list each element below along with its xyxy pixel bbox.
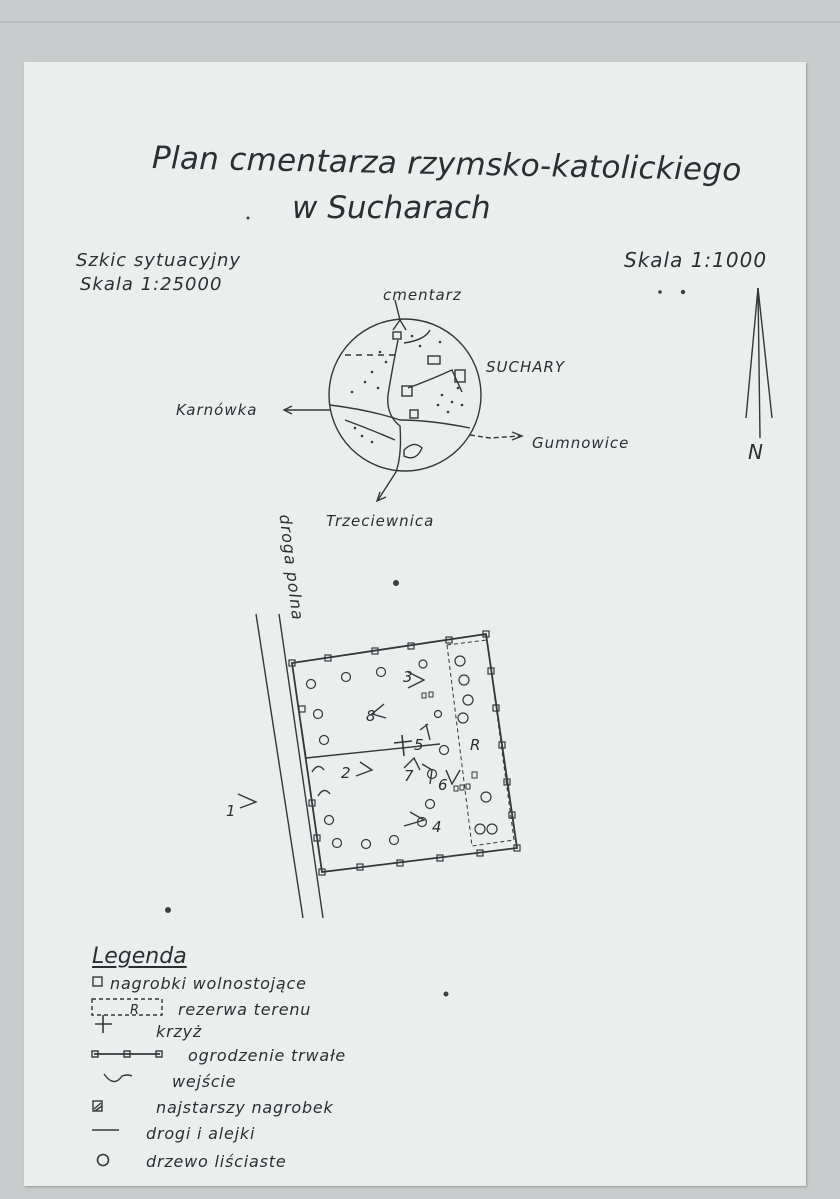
sketch-main-road — [330, 405, 470, 428]
reserve-mark: R — [470, 736, 482, 754]
plot-cross — [394, 735, 412, 756]
plan-number-6: 6 — [438, 776, 449, 794]
north-letter: N — [748, 440, 763, 464]
plan-number-7: 7 — [404, 767, 415, 785]
plan-number-4: 4 — [432, 818, 443, 836]
arrow-east — [470, 435, 520, 438]
legend-fence-symbol — [92, 1051, 162, 1057]
sketch-road-north — [404, 330, 430, 343]
legend-reserve-letter: R — [130, 1003, 140, 1018]
sketch-cemetery-square — [393, 332, 401, 339]
label-cemetery: cmentarz — [383, 286, 462, 304]
legend-hatched-square-symbol — [93, 1101, 102, 1111]
plan-number-5: 5 — [414, 736, 425, 754]
map-title-line2: w Sucharach — [292, 190, 491, 226]
situation-sketch — [329, 300, 481, 472]
sketch-village-road — [388, 340, 401, 472]
legend-entrance-symbol — [104, 1074, 132, 1082]
plan-scale: Skala 1:1000 — [624, 248, 768, 272]
north-arrow — [746, 288, 772, 438]
legend-label-roads: drogi i alejki — [146, 1124, 256, 1143]
cemetery-pointer — [393, 320, 406, 330]
legend-label-tombstones: nagrobki wolnostojące — [110, 974, 307, 993]
label-village: SUCHARY — [486, 358, 566, 376]
road-label: droga polna — [275, 513, 308, 622]
sketch-building — [428, 356, 440, 364]
legend-label-tree: drzewo liściaste — [146, 1152, 287, 1171]
label-south-village: Trzeciewnica — [326, 512, 435, 530]
plan-number-8: 8 — [366, 707, 377, 725]
alley-entrance — [301, 725, 306, 758]
legend-square-symbol — [93, 977, 102, 986]
legend-label-fence: ogrodzenie trwałe — [188, 1046, 347, 1065]
cemetery-leader — [395, 300, 400, 320]
label-west-village: Karnówka — [176, 401, 258, 419]
label-east-village: Gumnowice — [532, 434, 630, 452]
sketch-title: Szkic sytuacyjny — [76, 250, 242, 271]
sketch-pond — [404, 444, 422, 457]
legend-circle-symbol — [98, 1155, 109, 1166]
arrow-south — [378, 472, 396, 500]
alley-main — [306, 744, 440, 758]
map-title-line1: Plan cmentarza rzymsko-katolickiego — [151, 140, 742, 189]
plot-gate — [312, 766, 324, 772]
smudges — [165, 217, 685, 997]
legend-label-reserve: rezerwa terenu — [178, 1000, 312, 1019]
sketch-fields — [351, 335, 464, 444]
sketch-scale: Skala 1:25000 — [80, 274, 223, 295]
tombstones — [422, 692, 477, 791]
legend-label-oldest: najstarszy nagrobek — [156, 1098, 334, 1117]
legend-title: Legenda — [92, 944, 187, 969]
plan-number-1: 1 — [226, 802, 237, 820]
plan-number-2: 2 — [341, 764, 352, 782]
land-reserve-area — [447, 640, 514, 846]
sketch-road-east — [408, 370, 462, 392]
sketch-road-sw — [345, 420, 395, 440]
entrance-markers — [238, 672, 460, 826]
plan-number-3: 3 — [403, 668, 414, 686]
cemetery-plot — [289, 631, 520, 875]
legend-label-entrance: wejście — [172, 1072, 237, 1091]
plot-gate — [318, 790, 330, 796]
legend-reserve-symbol — [92, 999, 162, 1015]
sketch-building — [410, 410, 418, 418]
legend-label-cross: krzyż — [156, 1022, 203, 1041]
